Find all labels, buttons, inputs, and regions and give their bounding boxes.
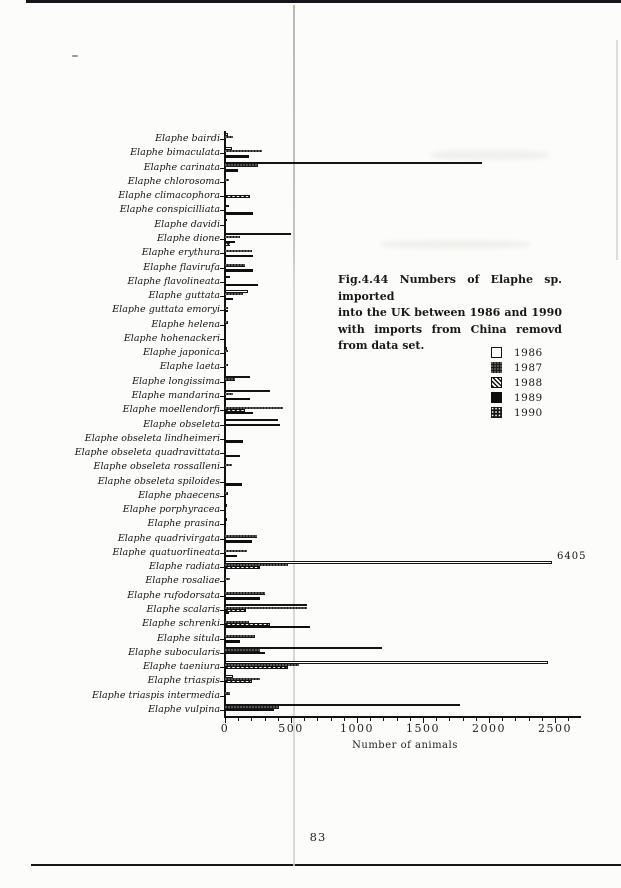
bar-1988 (225, 652, 265, 654)
bar-1987 (225, 179, 229, 181)
legend-label: 1989 (514, 391, 543, 404)
bar-1989 (225, 284, 258, 286)
species-label: Elaphe porphyracea (122, 504, 220, 516)
x-axis-tick (397, 718, 398, 721)
bar-1989 (225, 169, 238, 171)
species-label: Elaphe quadrivirgata (117, 532, 220, 544)
bar-1987 (225, 236, 240, 238)
bar-1989 (225, 555, 237, 557)
y-axis-tick (220, 653, 224, 654)
species-label: Elaphe subocularis (128, 646, 220, 658)
y-axis-tick (220, 453, 224, 454)
bar-1987 (225, 293, 243, 295)
species-label: Elaphe bairdi (155, 133, 220, 145)
bar-1987 (225, 164, 258, 166)
x-axis-tick-label: 1500 (406, 722, 440, 735)
y-axis-tick (220, 239, 224, 240)
bar-1987 (225, 264, 245, 266)
species-label: Elaphe obseleta lindheimeri (84, 432, 220, 444)
y-axis-tick (220, 539, 224, 540)
species-label: Elaphe vulpina (148, 703, 220, 715)
y-axis-tick (220, 496, 224, 497)
x-axis-tick (568, 718, 569, 721)
bar-1987 (225, 393, 233, 395)
x-axis-tick-label: 2000 (472, 722, 506, 735)
legend-swatch-1987 (491, 362, 502, 373)
species-label: Elaphe dione (156, 233, 220, 244)
species-label: Elaphe longissima (132, 375, 220, 387)
bar-1987 (225, 592, 265, 594)
species-label: Elaphe climacophora (118, 190, 220, 202)
y-axis-tick (220, 296, 224, 297)
y-axis-tick (220, 524, 224, 525)
y-axis-tick (220, 596, 224, 597)
bar-1988 (225, 709, 274, 711)
bar-1986 (225, 205, 229, 207)
y-axis-tick (220, 139, 224, 140)
y-axis-tick (220, 396, 224, 397)
species-label: Elaphe mandarina (131, 389, 220, 401)
bar-1989 (225, 540, 252, 542)
caption-line: into the UK between 1986 and 1990 (338, 306, 562, 319)
species-label: Elaphe obseleta rossalleni (93, 461, 220, 473)
legend-entry (491, 375, 543, 390)
species-label: Elaphe phaecens (138, 489, 220, 501)
legend-entry (491, 390, 543, 405)
x-axis-tick (317, 718, 318, 721)
y-axis-tick (220, 168, 224, 169)
y-axis-tick (220, 567, 224, 568)
species-label: Elaphe japonica (142, 347, 220, 359)
bar-1986 (225, 276, 230, 278)
x-axis-tick (476, 718, 477, 721)
species-label: Elaphe davidi (154, 218, 220, 230)
bar-1986 (225, 419, 278, 421)
bar-1988 (225, 666, 288, 668)
y-axis-tick (220, 639, 224, 640)
species-label: Elaphe quatuorlineata (112, 546, 220, 558)
species-label: Elaphe bimaculata (130, 147, 220, 159)
x-axis-tick-label: 2500 (538, 722, 572, 735)
x-axis-title: Number of animals (352, 740, 458, 751)
legend-swatch-1989 (491, 392, 502, 403)
species-label: Elaphe triaspis (147, 675, 220, 687)
species-label: Elaphe obseleta spiloides (97, 475, 220, 487)
species-label: Elaphe taeniura (142, 661, 220, 673)
chart-legend (491, 345, 543, 420)
species-label: Elaphe conspicilliata (119, 204, 220, 216)
y-axis-tick (220, 253, 224, 254)
species-label: Elaphe obseleta (143, 418, 220, 430)
species-label: Elaphe flavolineata (127, 275, 220, 287)
y-axis-tick (220, 182, 224, 183)
y-axis-tick (220, 624, 224, 625)
bar-1987 (225, 535, 257, 537)
bar-1989 (225, 455, 240, 457)
bar-1989 (225, 212, 253, 214)
species-label: Elaphe rosaliae (145, 575, 220, 587)
species-label: Elaphe erythura (141, 247, 220, 259)
species-label: Elaphe hohenackeri (123, 332, 220, 344)
bar-1987 (225, 692, 230, 694)
clipped-bar-annotation: 6405 (557, 551, 587, 562)
bar-1986 (225, 504, 227, 506)
scan-edge-shadow (616, 40, 618, 260)
y-axis-tick (220, 681, 224, 682)
species-label: Elaphe flavirufa (143, 261, 220, 273)
bar-1986 (225, 219, 227, 221)
bar-1987 (225, 150, 262, 152)
bar-1988 (225, 680, 252, 682)
caption-line: with imports from China removd (338, 322, 562, 336)
x-axis-tick-label: 1000 (340, 722, 374, 735)
y-axis-tick (220, 196, 224, 197)
legend-label: 1990 (514, 406, 543, 419)
y-axis-tick (220, 367, 224, 368)
y-axis-tick (220, 310, 224, 311)
figure-caption (338, 272, 562, 355)
y-axis-tick (220, 425, 224, 426)
scan-speck (72, 55, 78, 57)
bar-1987 (225, 492, 228, 494)
bar-1989 (225, 483, 242, 485)
x-axis-tick (436, 718, 437, 721)
species-label: Elaphe rufodorsata (127, 589, 220, 601)
species-label: Elaphe scalaris (146, 603, 220, 615)
print-bleed-smudge (430, 150, 550, 160)
y-axis-tick (220, 325, 224, 326)
bar-1989 (225, 597, 260, 599)
species-label: Elaphe radiata (149, 561, 220, 573)
bar-1989 (225, 412, 253, 414)
y-axis-tick (220, 696, 224, 697)
species-label: Elaphe chlorosoma (127, 175, 220, 187)
legend-label: 1988 (514, 376, 543, 389)
bar-1989 (225, 612, 229, 614)
x-axis-tick-label: 500 (278, 722, 304, 735)
legend-entry (491, 345, 543, 360)
legend-entry (491, 405, 543, 420)
x-axis-tick (304, 718, 305, 721)
bar-1987 (225, 350, 228, 352)
x-axis-tick (383, 718, 384, 721)
bar-1987 (225, 378, 235, 380)
caption-line: Fig.4.44 Numbers of Elaphe sp. imported (338, 273, 562, 303)
species-label: Elaphe prasina (147, 518, 220, 530)
legend-entry (491, 360, 543, 375)
legend-swatch-1988 (491, 377, 502, 388)
species-label: Elaphe laeta (159, 361, 220, 373)
x-axis-tick (410, 718, 411, 721)
x-axis-tick (251, 718, 252, 721)
bar-1989 (225, 640, 240, 642)
y-axis-tick (220, 581, 224, 582)
x-axis-tick (502, 718, 503, 721)
bar-1988 (225, 195, 250, 197)
bar-1989 (225, 255, 253, 257)
bar-1987 (225, 364, 228, 366)
y-axis-tick (220, 553, 224, 554)
y-axis-tick (220, 210, 224, 211)
y-axis-tick (220, 339, 224, 340)
print-bleed-smudge (380, 240, 530, 249)
x-axis-tick-label: 0 (220, 722, 230, 735)
y-axis-tick (220, 153, 224, 154)
bar-1988 (225, 566, 260, 568)
bar-1989 (225, 155, 249, 157)
bar-1989 (225, 269, 253, 271)
y-axis-tick (220, 667, 224, 668)
y-axis-tick (220, 282, 224, 283)
y-axis-tick (220, 410, 224, 411)
bar-1986 (225, 162, 482, 164)
x-axis-tick (238, 718, 239, 721)
bar-1987 (225, 635, 255, 637)
species-label: Elaphe situla (156, 632, 220, 644)
x-axis-tick (542, 718, 543, 721)
y-axis-tick (220, 510, 224, 511)
y-axis-tick (220, 353, 224, 354)
species-label: Elaphe carinata (143, 161, 220, 173)
bar-1989 (225, 398, 250, 400)
bar-1990 (225, 243, 230, 245)
y-axis-tick (220, 482, 224, 483)
y-axis-tick (220, 225, 224, 226)
x-axis-tick (265, 718, 266, 721)
page-number: 83 (309, 830, 327, 844)
y-axis-tick (220, 467, 224, 468)
page-bottom-rule (31, 864, 621, 866)
bar-1988 (225, 424, 280, 426)
species-label: Elaphe obseleta quadravittata (74, 447, 220, 459)
y-axis-tick (220, 710, 224, 711)
legend-swatch-1986 (491, 347, 502, 358)
page-fold-line (293, 5, 295, 866)
legend-swatch-1990 (491, 407, 502, 418)
bar-1987 (225, 550, 247, 552)
x-axis-tick (463, 718, 464, 721)
species-label: Elaphe schrenki (142, 618, 220, 630)
species-label: Elaphe guttata emoryi (112, 304, 220, 316)
x-axis-tick (344, 718, 345, 721)
x-axis-tick (370, 718, 371, 721)
bar-1989 (225, 626, 310, 628)
bar-1989 (225, 298, 233, 300)
species-label: Elaphe triaspis intermedia (92, 689, 220, 701)
x-axis-tick (515, 718, 516, 721)
caption-line: from data set. (338, 339, 425, 352)
bar-1987 (225, 321, 228, 323)
x-axis-tick (278, 718, 279, 721)
bar-1987 (225, 250, 252, 252)
bar-1986 (225, 518, 227, 520)
page-top-rule (26, 0, 621, 3)
y-axis-tick (220, 382, 224, 383)
species-label: Elaphe moellendorfi (122, 404, 220, 416)
x-axis-tick (449, 718, 450, 721)
legend-label: 1987 (514, 361, 543, 374)
bar-1989 (225, 440, 243, 442)
x-axis-tick (331, 718, 332, 721)
species-label: Elaphe helena (151, 318, 220, 330)
bar-1987 (225, 578, 230, 580)
bar-1988 (225, 310, 228, 312)
y-axis-tick (220, 268, 224, 269)
legend-label: 1986 (514, 346, 543, 359)
species-label: Elaphe guttata (148, 290, 220, 302)
y-axis-tick (220, 610, 224, 611)
bar-1987 (225, 464, 232, 466)
x-axis-tick (529, 718, 530, 721)
bar-1987 (225, 136, 233, 138)
y-axis-tick (220, 439, 224, 440)
